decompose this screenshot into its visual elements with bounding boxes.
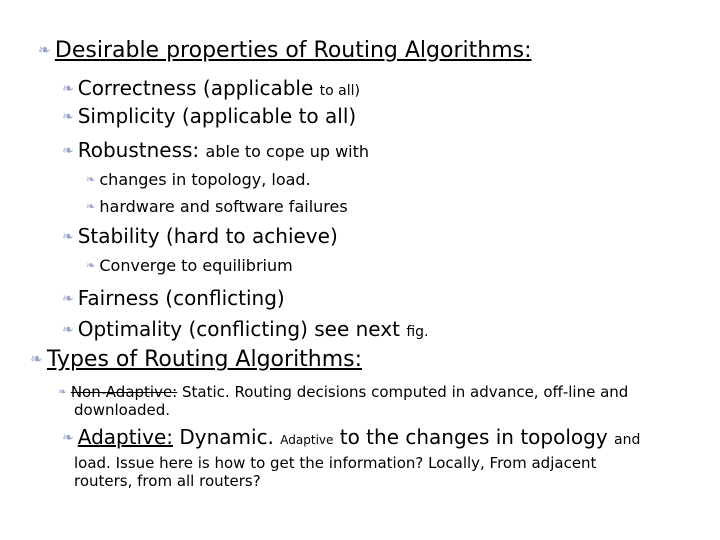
item-text: load. Issue here is how to get the information? Locally, From adjacent xyxy=(74,454,597,472)
bullet-icon: ❧ xyxy=(38,40,51,59)
item-optimality xyxy=(62,319,428,339)
item-text: Dynamic. xyxy=(173,425,281,449)
item-small-text: and xyxy=(614,432,641,448)
bullet-icon: ❧ xyxy=(62,80,74,97)
bullet-icon: ❧ xyxy=(30,349,43,368)
heading-types xyxy=(30,349,362,371)
item-small-text: fig. xyxy=(406,324,429,340)
item-text: routers, from all routers? xyxy=(74,472,261,490)
item-adaptive-cont1 xyxy=(74,456,596,471)
item-text: Correctness (applicable xyxy=(77,76,320,100)
item-small-text: to all) xyxy=(319,83,360,99)
item-text: Static. Routing decisions computed in advance, off-line and xyxy=(177,383,629,401)
heading-desirable-properties xyxy=(38,40,532,62)
bullet-icon: ❧ xyxy=(86,259,96,273)
bullet-icon: ❧ xyxy=(58,386,67,399)
subitem-equilibrium xyxy=(86,258,293,274)
item-small-text: able to cope up with xyxy=(205,142,370,161)
item-small-text: Adaptive xyxy=(280,433,334,447)
heading-text: Desirable properties of Routing Algorithms: xyxy=(54,38,532,63)
item-correctness xyxy=(62,78,360,98)
item-text: Robustness: xyxy=(77,138,206,162)
item-non-adaptive-cont xyxy=(74,403,170,418)
subitem-topology xyxy=(86,172,311,188)
item-label: Adaptive: xyxy=(77,425,173,449)
item-adaptive-cont2 xyxy=(74,474,261,489)
item-text: Simplicity (applicable to all) xyxy=(77,104,357,128)
item-text: downloaded. xyxy=(74,401,171,419)
subitem-text: hardware and software failures xyxy=(99,197,348,216)
item-text: Optimality (conflicting) see next xyxy=(77,317,407,341)
bullet-icon: ❧ xyxy=(62,429,74,446)
item-label: Non-Adaptive: xyxy=(70,383,178,401)
bullet-icon: ❧ xyxy=(62,142,74,159)
item-text: Fairness (conflicting) xyxy=(77,286,285,310)
item-text: to the changes in topology xyxy=(333,425,615,449)
bullet-icon: ❧ xyxy=(62,108,74,125)
bullet-icon: ❧ xyxy=(86,200,96,214)
item-fairness xyxy=(62,288,285,308)
bullet-icon: ❧ xyxy=(86,173,96,187)
heading-text: Types of Routing Algorithms: xyxy=(46,347,363,372)
item-robustness xyxy=(62,140,369,160)
subitem-failures xyxy=(86,199,348,215)
bullet-icon: ❧ xyxy=(62,290,74,307)
item-simplicity xyxy=(62,106,356,126)
item-text: Stability (hard to achieve) xyxy=(77,224,338,248)
subitem-text: changes in topology, load. xyxy=(99,170,311,189)
bullet-icon: ❧ xyxy=(62,321,74,338)
item-adaptive xyxy=(62,427,640,447)
item-non-adaptive xyxy=(58,385,628,400)
bullet-icon: ❧ xyxy=(62,228,74,245)
subitem-text: Converge to equilibrium xyxy=(99,256,293,275)
item-stability xyxy=(62,226,338,246)
